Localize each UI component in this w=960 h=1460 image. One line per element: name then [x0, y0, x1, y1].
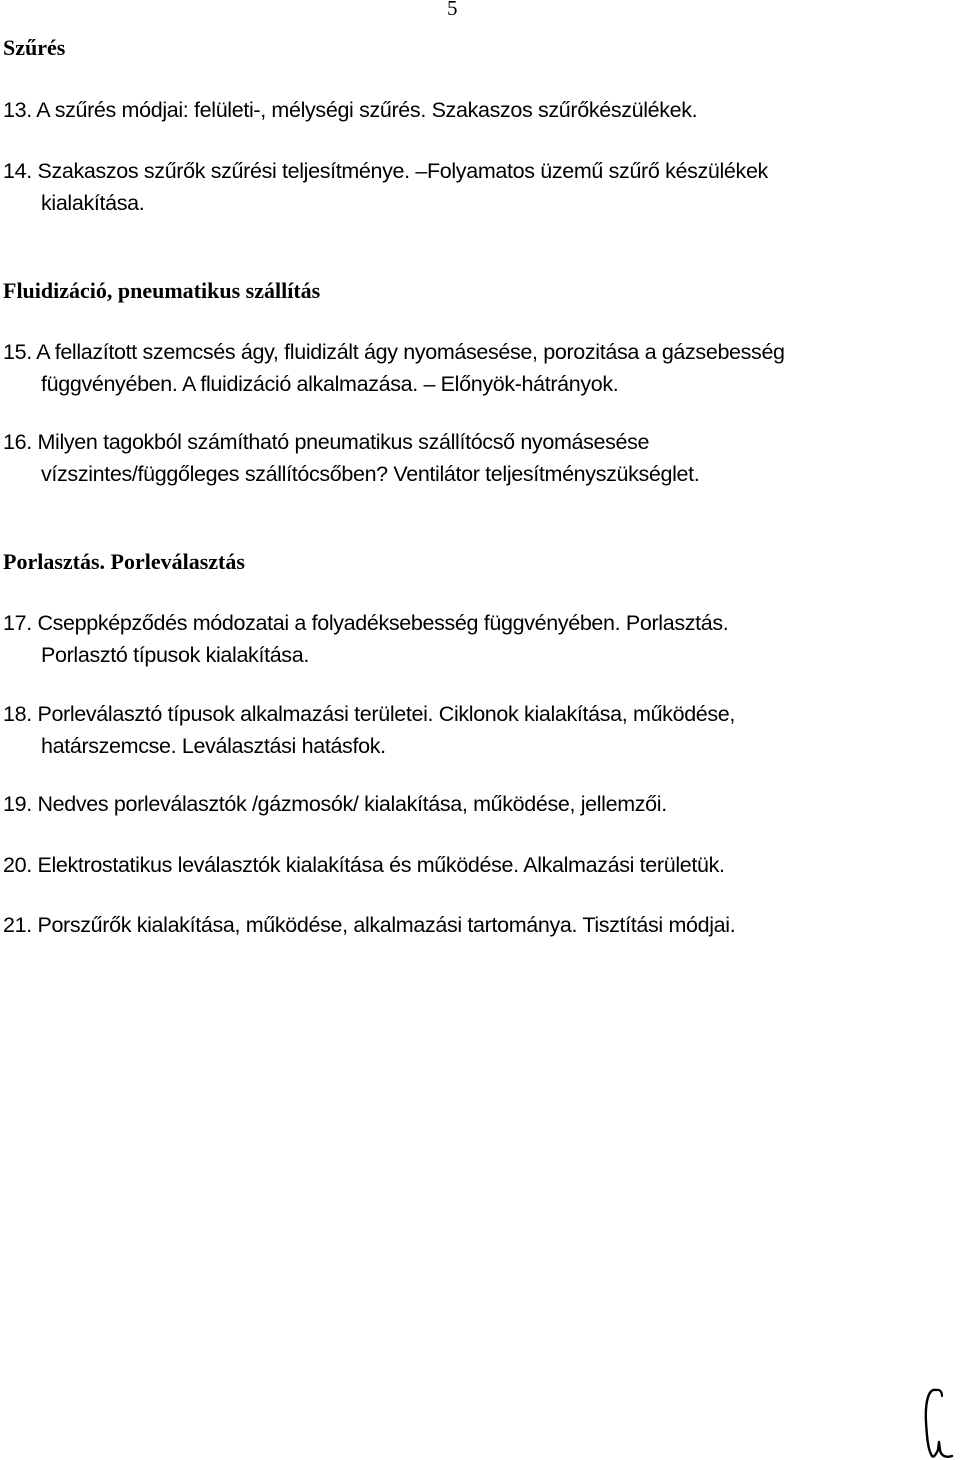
item-text-continuation: vízszintes/függőleges szállítócsőben? Ventilátor teljesítményszükséglet.	[41, 462, 700, 486]
item-text: 13. A szűrés módjai: felületi-, mélységi szűrés. Szakaszos szűrőkészülékek.	[3, 98, 698, 122]
item-text-continuation: határszemcse. Leválasztási hatásfok.	[41, 734, 386, 758]
list-item	[3, 336, 923, 400]
list-item	[3, 94, 923, 126]
item-text: 19. Nedves porleválasztók /gázmosók/ kialakítása, működése, jellemzői.	[3, 792, 667, 816]
item-text: 14. Szakaszos szűrők szűrési teljesítménye. –Folyamatos üzemű szűrő készülékek	[3, 159, 768, 183]
list-item	[3, 155, 923, 219]
page-number: 5	[447, 0, 458, 20]
section-heading: Fluidizáció, pneumatikus szállítás	[3, 278, 321, 303]
list-item	[3, 607, 923, 671]
item-text: 18. Porleválasztó típusok alkalmazási területei. Ciklonok kialakítása, működése,	[3, 702, 736, 726]
section-heading: Szűrés	[3, 35, 66, 60]
item-text: 20. Elektrostatikus leválasztók kialakítása és működése. Alkalmazási területük.	[3, 853, 725, 877]
list-item	[3, 698, 923, 762]
item-text: 16. Milyen tagokból számítható pneumatikus szállítócső nyomásesése	[3, 430, 650, 454]
item-text-continuation: függvényében. A fluidizáció alkalmazása. – Előnyök-hátrányok.	[41, 372, 619, 396]
list-item	[3, 909, 923, 941]
item-text: 15. A fellazított szemcsés ágy, fluidizált ágy nyomásesése, porozitása a gázsebesség	[3, 340, 785, 364]
item-text: 21. Porszűrők kialakítása, működése, alkalmazási tartománya. Tisztítási módjai.	[3, 913, 736, 937]
handwritten-signature	[922, 1384, 958, 1460]
item-text: 17. Cseppképződés módozatai a folyadéksebesség függvényében. Porlasztás.	[3, 611, 729, 635]
list-item	[3, 849, 923, 881]
list-item	[3, 788, 923, 820]
section-heading: Porlasztás. Porleválasztás	[3, 549, 245, 574]
item-text-continuation: kialakítása.	[41, 191, 145, 215]
list-item	[3, 426, 923, 490]
item-text-continuation: Porlasztó típusok kialakítása.	[41, 643, 309, 667]
